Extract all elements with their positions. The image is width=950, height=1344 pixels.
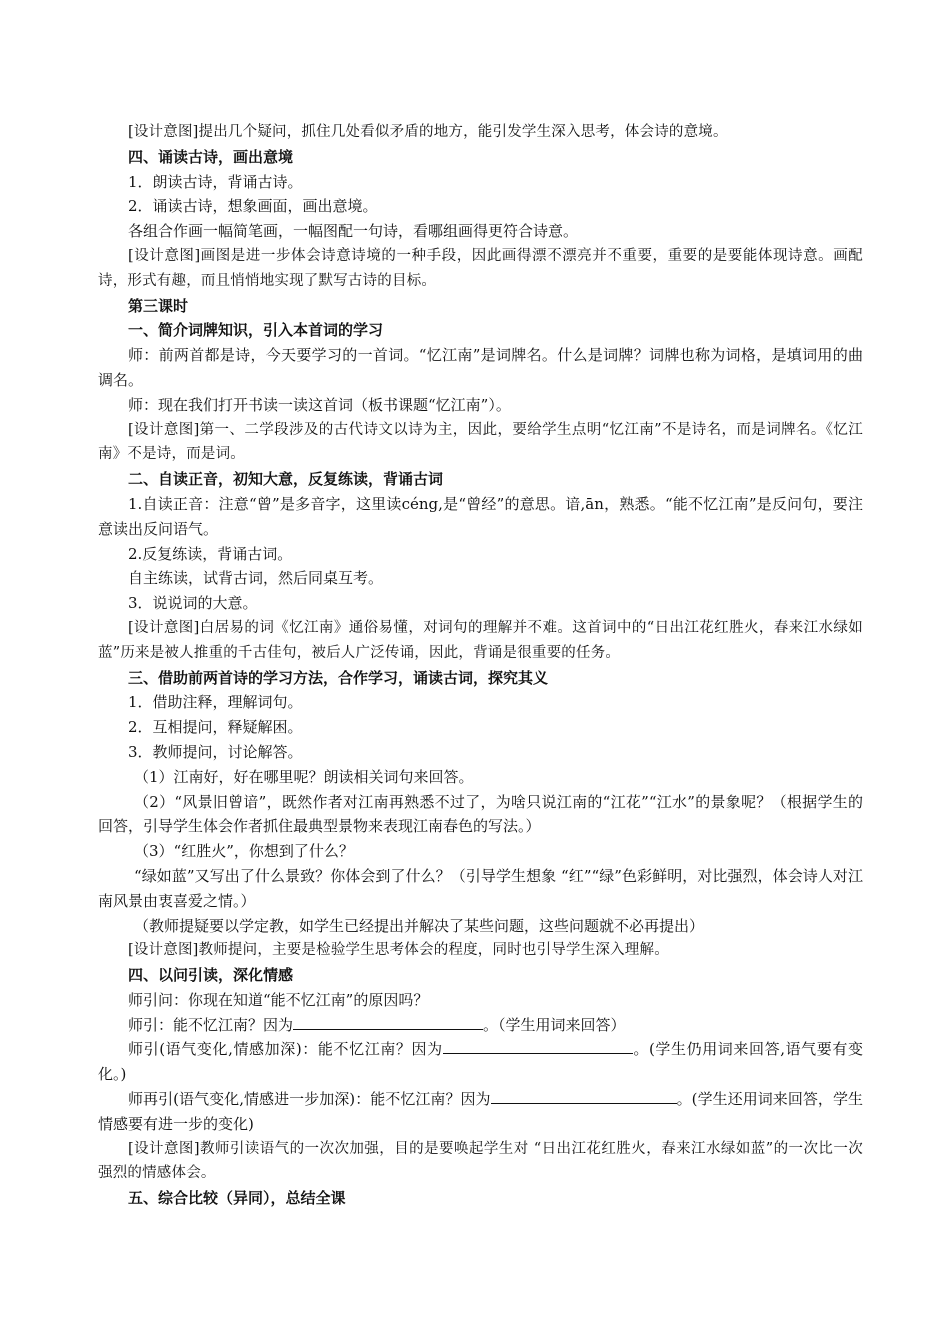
design-intent-note: [设计意图]教师提问，主要是检验学生思考体会的程度，同时也引导学生深入理解。 bbox=[128, 942, 669, 959]
paragraph: 各组合作画一幅简笔画，一幅图配一句诗，看哪组画得更符合诗意。 bbox=[128, 222, 579, 241]
answer-blank bbox=[491, 1087, 677, 1104]
paragraph: 师引问：你现在知道“能不忆江南”的原因吗？ bbox=[128, 990, 429, 1009]
lesson-heading: 第三课时 bbox=[128, 296, 189, 315]
fill-in-suffix: 。(学生还用词来回答，学生情感要有进一步的变化) bbox=[98, 1090, 863, 1133]
fill-in-prefix: 师再引(语气变化,情感进一步加深)：能不忆江南？因为 bbox=[128, 1090, 491, 1109]
document-page bbox=[98, 120, 863, 1211]
paragraph: 3．说说词的大意。 bbox=[128, 594, 258, 613]
paragraph: （2）“风景旧曾谙”，既然作者对江南再熟悉不过了，为啥只说江南的“江花”“江水”的景象呢？（根据学生的回答，引导学生体会作者抓住最典型景物来表现江南春色的写法。） bbox=[98, 792, 863, 836]
fill-in-line bbox=[98, 1037, 863, 1087]
paragraph: （1）江南好，好在哪里呢？朗读相关词句来回答。 bbox=[134, 767, 474, 786]
paragraph: （教师提疑要以学定教，如学生已经提出并解决了某些问题，这些问题就不必再提出） bbox=[134, 916, 705, 935]
design-intent-note: [设计意图]提出几个疑问，抓住几处看似矛盾的地方，能引发学生深入思考，体会诗的意境。 bbox=[128, 124, 728, 140]
paragraph: “绿如蓝”又写出了什么景致？你体会到了什么？（引导学生想象 “红”“绿”色彩鲜明，对比强烈，体会诗人对江南风景由衷喜爱之情。） bbox=[98, 866, 863, 910]
fill-in-prefix: 师引(语气变化,情感加深)：能不忆江南？因为 bbox=[128, 1040, 443, 1059]
section-heading: 三、借助前两首诗的学习方法，合作学习，诵读古词，探究其义 bbox=[128, 668, 549, 687]
fill-in-prefix: 师引：能不忆江南？因为 bbox=[128, 1015, 294, 1034]
design-intent-note: [设计意图]白居易的词《忆江南》通俗易懂，对词句的理解并不难。这首词中的“日出江花红胜火，春来江水绿如蓝”历来是被人推重的千古佳句，被后人广泛传诵，因此，背诵是很重要的任务。 bbox=[98, 619, 863, 661]
fill-in-line bbox=[98, 1013, 863, 1038]
section-heading: 五、综合比较（异同），总结全课 bbox=[128, 1189, 346, 1208]
paragraph: 3．教师提问，讨论解答。 bbox=[128, 742, 303, 761]
paragraph: （3）“红胜火”，你想到了什么？ bbox=[134, 842, 354, 861]
section-heading: 四、诵读古诗，画出意境 bbox=[128, 147, 294, 166]
paragraph: 1．朗读古诗，背诵古诗。 bbox=[128, 172, 303, 191]
paragraph: 自主练读，试背古词，然后同桌互考。 bbox=[128, 569, 384, 588]
paragraph: 2．诵读古诗，想象画面，画出意境。 bbox=[128, 197, 378, 216]
paragraph: 1.自读正音：注意“曾”是多音字，这里读céng,是“曾经”的意思。谙,ān，熟悉。“能不忆江南”是反问句，要注意读出反问语气。 bbox=[98, 494, 863, 538]
paragraph: 2.反复练读，背诵古词。 bbox=[128, 544, 293, 563]
answer-blank bbox=[293, 1013, 483, 1030]
section-heading: 一、简介词牌知识，引入本首词的学习 bbox=[128, 321, 384, 340]
paragraph: 2．互相提问，释疑解困。 bbox=[128, 718, 303, 737]
fill-in-line bbox=[98, 1087, 863, 1137]
design-intent-note: [设计意图]第一、二学段涉及的古代诗文以诗为主，因此，要给学生点明“忆江南”不是诗名，而是词牌名。《忆江南》不是诗，而是词。 bbox=[98, 421, 863, 463]
design-intent-note: [设计意图]画图是进一步体会诗意诗境的一种手段，因此画得漂不漂亮并不重要，重要的是要能体现诗意。画配诗，形式有趣，而且悄悄地实现了默写古诗的目标。 bbox=[98, 247, 863, 289]
section-heading: 四、以问引读，深化情感 bbox=[128, 966, 294, 985]
design-intent-note: [设计意图]教师引读语气的一次次加强，目的是要唤起学生对 “日出江花红胜火，春来江水绿如蓝”的一次比一次强烈的情感体会。 bbox=[98, 1140, 863, 1182]
paragraph: 师：前两首都是诗，今天要学习的一首词。“忆江南”是词牌名。什么是词牌？词牌也称为词格，是填词用的曲调名。 bbox=[98, 346, 863, 389]
fill-in-suffix: 。（学生用词来回答） bbox=[483, 1015, 626, 1034]
section-heading: 二、自读正音，初知大意，反复练读，背诵古词 bbox=[128, 470, 444, 489]
paragraph: 1．借助注释，理解词句。 bbox=[128, 693, 303, 712]
answer-blank bbox=[443, 1037, 633, 1054]
paragraph: 师：现在我们打开书读一读这首词（板书课题“忆江南”）。 bbox=[128, 395, 511, 414]
fill-in-suffix: 。(学生仍用词来回答,语气要有变化。) bbox=[98, 1040, 863, 1084]
